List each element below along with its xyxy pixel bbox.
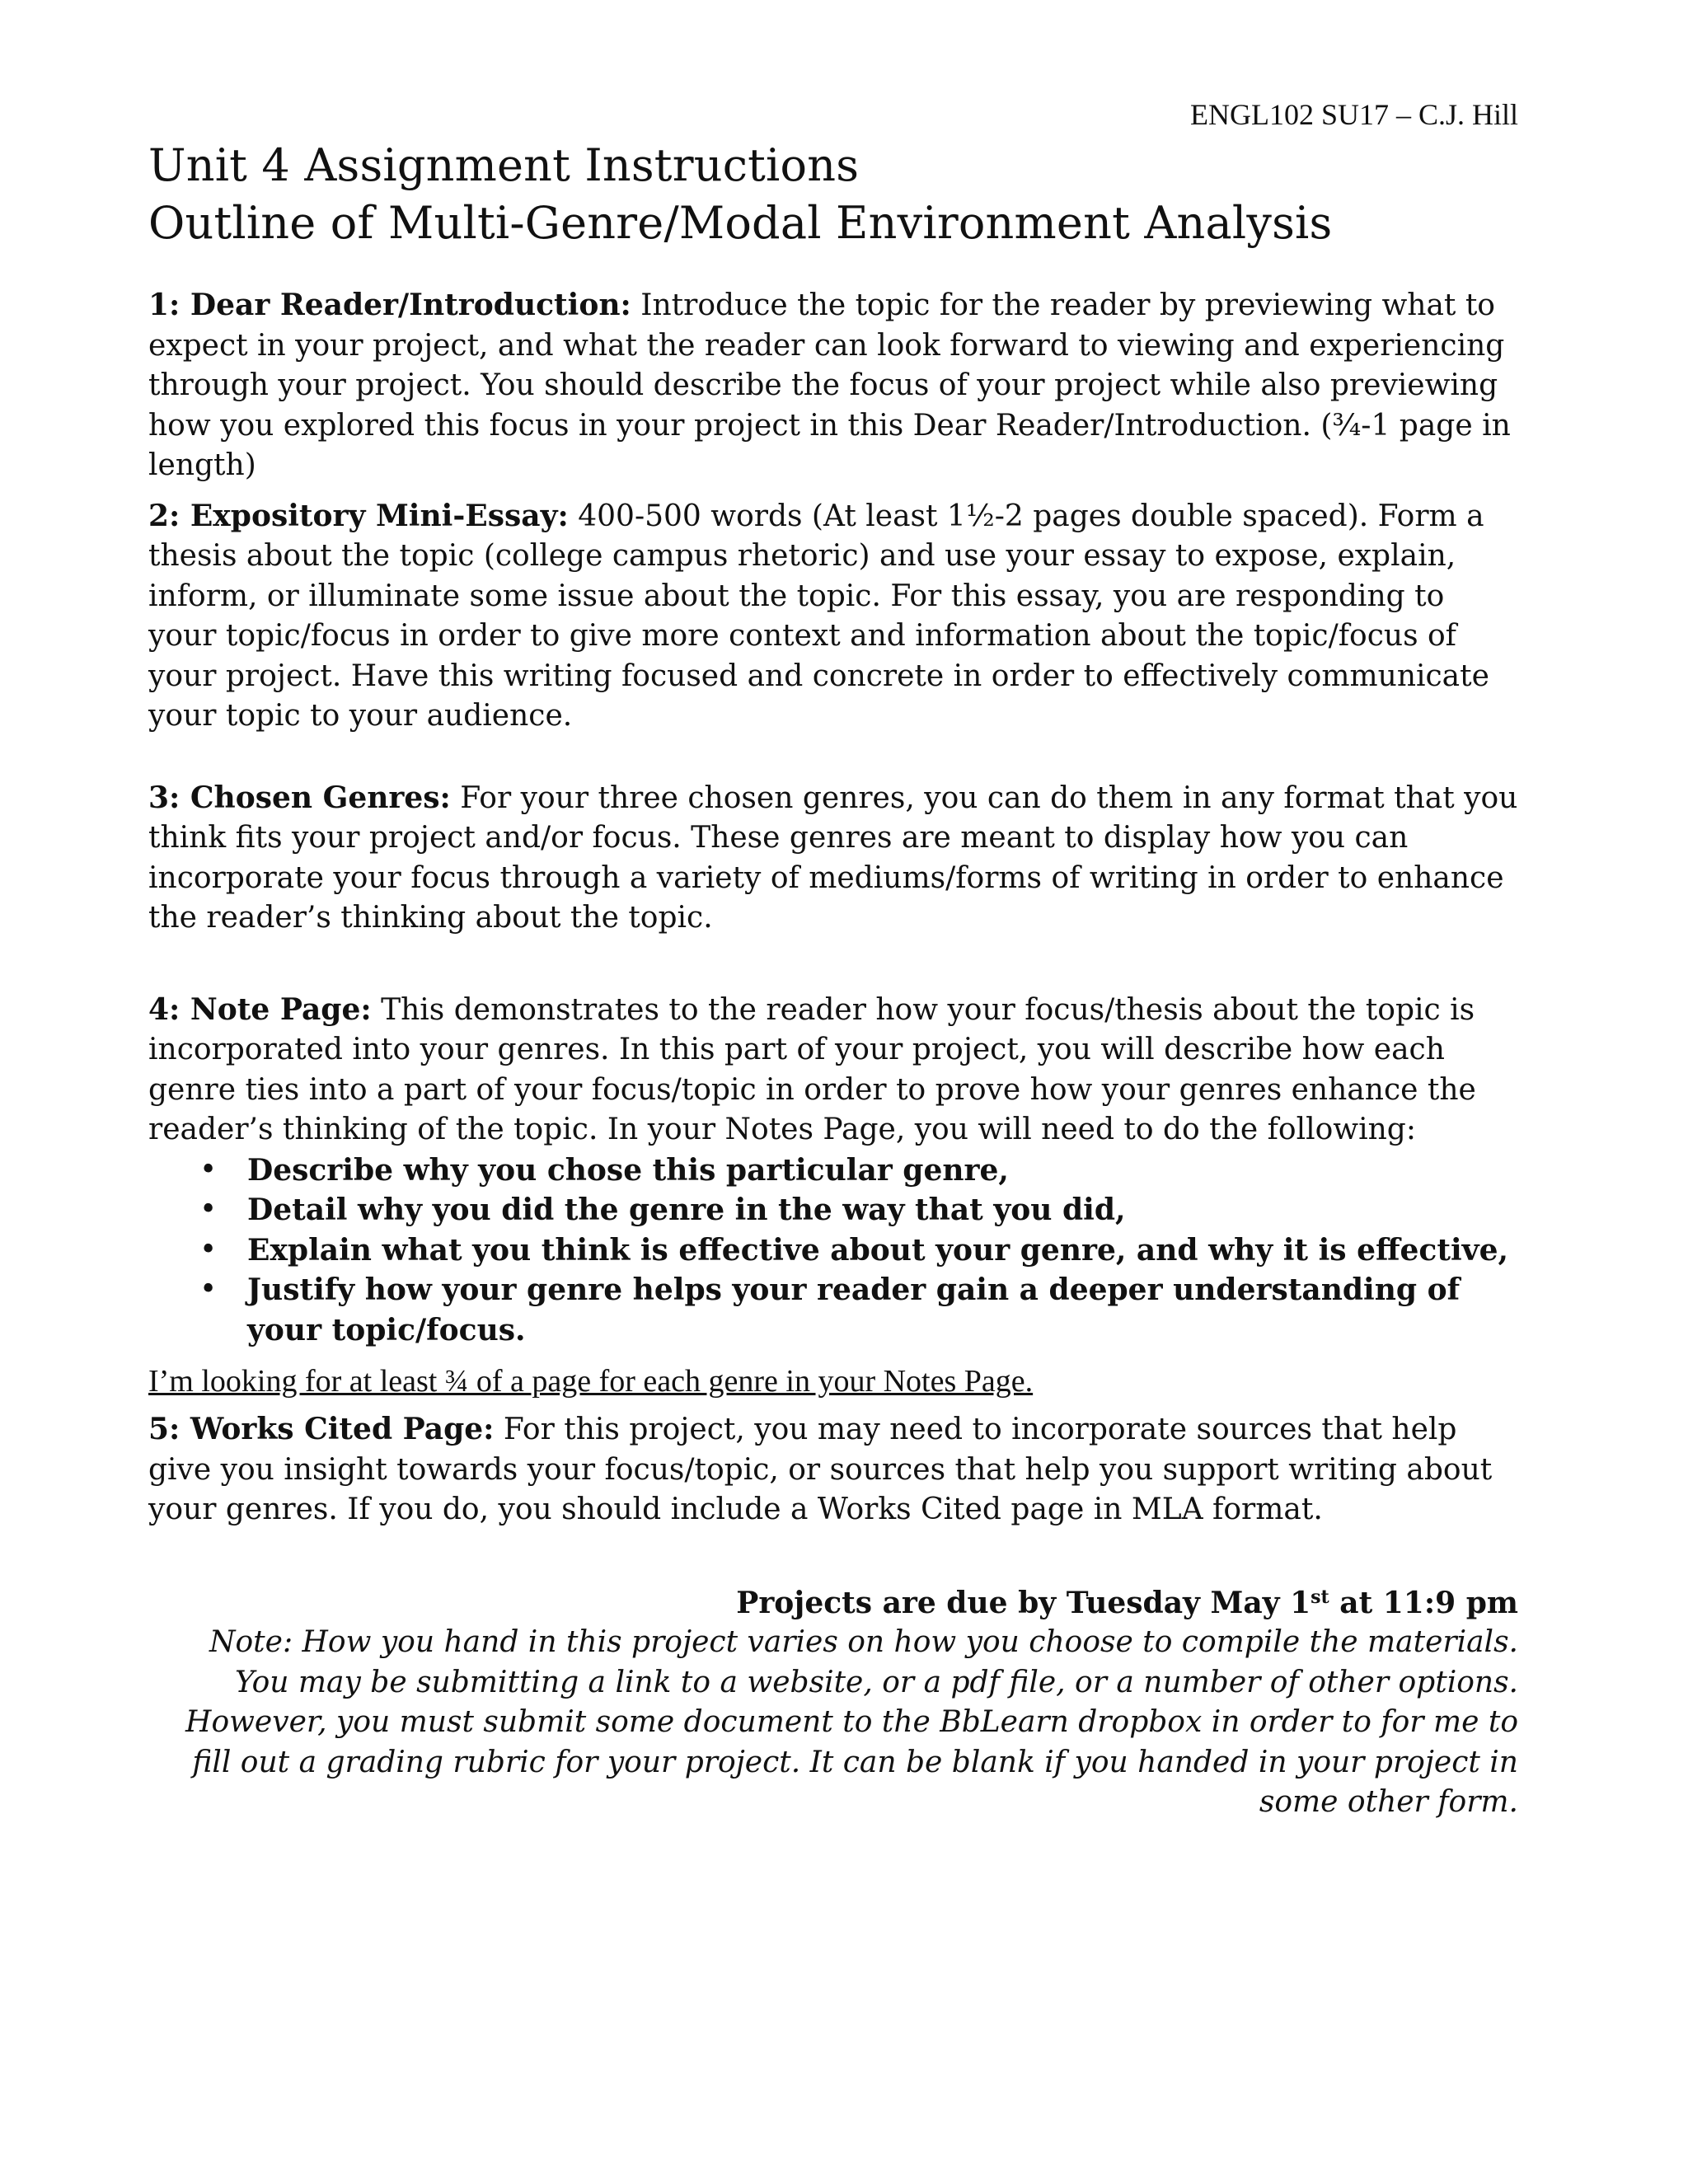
bullet-glyph: • <box>199 1152 218 1187</box>
page-title: Unit 4 Assignment Instructions <box>148 139 860 191</box>
course-header: ENGL102 SU17 – C.J. Hill <box>1189 98 1518 131</box>
list-item-text: Justify how your genre helps your reader gain a deeper understanding of your topic/focus. <box>247 1272 1461 1347</box>
section-note-page <box>148 990 1518 1151</box>
document-page <box>148 97 1518 1823</box>
spacer <box>148 486 1518 496</box>
section-label: 2: Expository Mini-Essay: <box>148 498 569 533</box>
section-label: 1: Dear Reader/Introduction: <box>148 288 631 322</box>
section-text: 400-500 words (At least 1½-2 pages double spaced). Form a thesis about the topic (college campus rhetoric) and use your essay to expose, explain, inform, or illuminate some issue about the topic. For this essay, you are responding to your topic/focus in order to give more context and information about the topic/focus of your project. Have this writing focused and concrete in order to effectively communicate your topic to your audience. <box>148 499 1489 733</box>
spacer <box>148 737 1518 778</box>
list-item <box>148 1270 1518 1350</box>
due-date-superscript: st <box>1311 1586 1329 1608</box>
section-text: Introduce the topic for the reader by previewing what to expect in your project, and what the reader can look forward to viewing and experiencing through your project. You should describe the focus of your project while also previewing how you explored this focus in your project in this Dear Reader/Introduction. (¾-1 page in length) <box>148 288 1511 482</box>
section-dear-reader <box>148 285 1518 486</box>
section-chosen-genres <box>148 778 1518 939</box>
list-item-text: Explain what you think is effective about your genre, and why it is effective, <box>247 1232 1508 1268</box>
title-block <box>148 137 1518 252</box>
due-date-line <box>148 1583 1518 1624</box>
bullet-glyph: • <box>199 1193 218 1226</box>
list-item <box>148 1230 1518 1271</box>
bullet-glyph: • <box>199 1232 218 1267</box>
section-label: 4: Note Page: <box>148 991 372 1027</box>
bullet-glyph: • <box>199 1272 218 1306</box>
section-text: This demonstrates to the reader how your focus/thesis about the topic is incorporated into your genres. In this part of your project, you will describe how each genre ties into a part of your focus/topic in order to prove how your genres enhance the reader’s thinking of the topic. In your Notes Page, you will need to do the following: <box>148 992 1476 1146</box>
list-item <box>148 1151 1518 1191</box>
section-label: 5: Works Cited Page: <box>148 1412 495 1446</box>
list-item-text: Describe why you chose this particular genre, <box>247 1152 1009 1188</box>
section-expository-essay <box>148 496 1518 737</box>
spacer <box>148 939 1518 990</box>
section-label: 3: Chosen Genres: <box>148 780 451 815</box>
due-date-suffix: at 11:9 pm <box>1329 1585 1518 1620</box>
list-item-text: Detail why you did the genre in the way that you did, <box>247 1193 1126 1227</box>
section-text: For this project, you may need to incorporate sources that help give you insight towards your focus/topic, or sources that help you support writing about your genres. If you do, you should include a Works Cited page in MLA format. <box>148 1413 1493 1526</box>
section-text: For your three chosen genres, you can do them in any format that you think fits your project and/or focus. These genres are meant to display how you can incorporate your focus through a variety of mediums/forms of writing in order to enhance the reader’s thinking about the topic. <box>148 780 1518 935</box>
notes-page-requirement: I’m looking for at least ¾ of a page for each genre in your Notes Page. <box>148 1364 1034 1399</box>
list-item <box>148 1190 1518 1230</box>
page-subtitle: Outline of Multi-Genre/Modal Environment Analysis <box>148 197 1333 249</box>
notes-bullet-list <box>148 1151 1518 1351</box>
due-date-prefix: Projects are due by Tuesday May 1 <box>736 1585 1311 1620</box>
submission-note: Note: How you hand in this project varies on how you choose to compile the materials. You may be submitting a link to a website, or a pdf file, or a number of other options. However, you must submit some document to the BbLearn dropbox in order to for me to fill out a grading rubric for your project. It can be blank if you handed in your project in some other form. <box>185 1625 1518 1819</box>
section-works-cited <box>148 1409 1518 1530</box>
